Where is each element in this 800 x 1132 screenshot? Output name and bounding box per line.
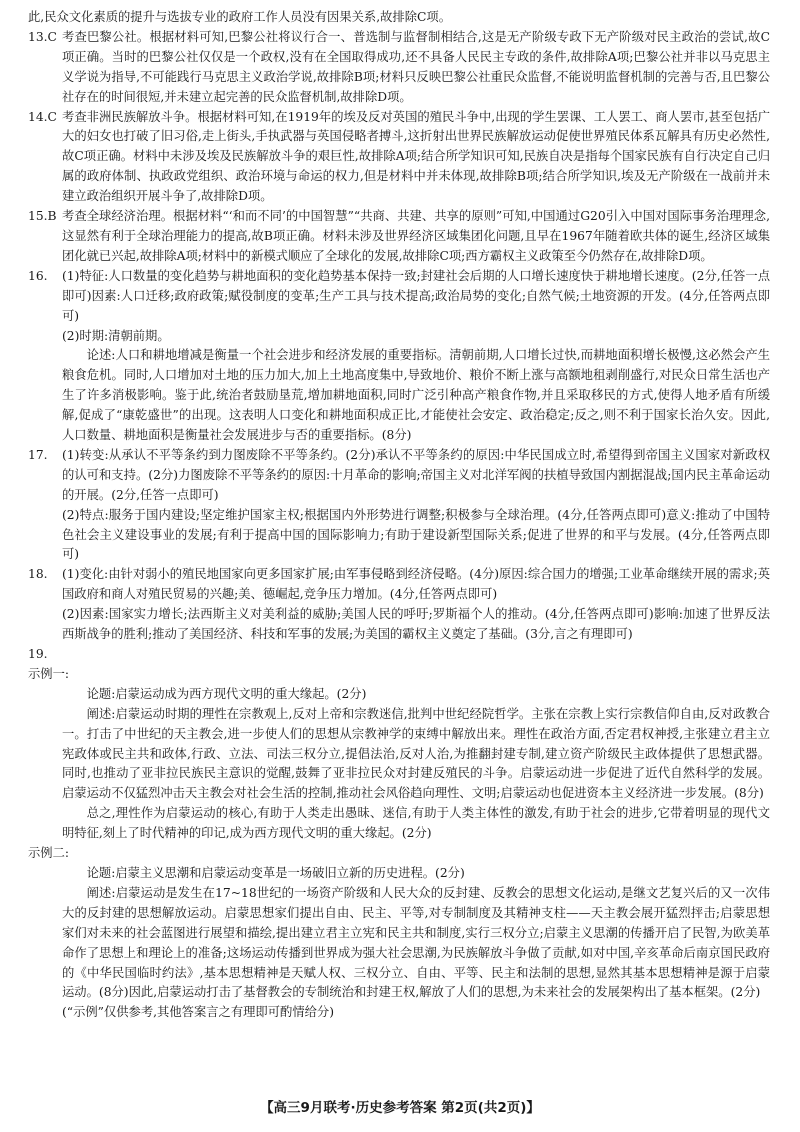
grading-note: (“示例”仅供参考,其他答案言之有理即可酌情给分) [62, 1005, 335, 1020]
page-footer: 【高三9月联考·历史参考答案 第2页(共2页)】 [260, 1100, 540, 1116]
part-1: (1)转变:从承认不平等条约到力图废除不平等条约。(2分)承认不平等条约的原因:中华民国成立时,希望得到帝国主义国家对新政权的认可和支持。(2分)力图废除不平等条约的原因:十月革命的影响;帝国主义对北洋军阀的扶植导致国内割据混战;国内民主革命运动的开展。(2分,任答一点即可) [62, 447, 770, 502]
answer-explanation: 考查巴黎公社。根据材料可知,巴黎公社将议行合一、普选制与监督制相结合,这是无产阶级专政下无产阶级对民主政治的尝试,故C项正确。当时的巴黎公社仅仅是一个政权,没有在全国取得成功,还不具备人民民主专政的条件,故排除A项;巴黎公社并非以马克思主义学说为指导,不可能践行马克思主义政治学说,故排除B项;材料只反映巴黎公社重民众监督,不能说明监督机制的完善与否,且巴黎公社存在的时间很短,并未建立起完善的民众监督机制,故排除D项。 [62, 29, 770, 104]
question-number: 15.B [28, 209, 57, 224]
part-2-discussion: 论述:人口和耕地增减是衡量一个社会进步和经济发展的重要指标。清朝前期,人口增长过快,而耕地面积增长极慢,这必然会产生粮食危机。同时,人口增加对土地的压力加大,加上土地高度集中,导致地价、粮价不断上涨与高额地租剥削盛行,对民众日常生活也产生了许多消极影响。鉴于此,统治者鼓励垦荒,增加耕地面积,同时广泛引种高产粮食作物,并且采取移民的方式,使得人地矛盾有所缓解,促成了“康乾盛世”的出现。这表明人口变化和耕地面积成正比,才能使社会安定、政治稳定;反之,则不利于国家长治久安。因此,人口数量、耕地面积是衡量社会发展进步与否的重要指标。(8分) [62, 348, 770, 443]
example-2-body: 阐述:启蒙运动是发生在17~18世纪的一场资产阶级和人民大众的反封建、反教会的思想文化运动,是继文艺复兴后的又一次伟大的反封建的思想解放运动。启蒙思想家们提出自由、民主、平等,对专制制度及其精神支柱——天主教会展开猛烈抨击;启蒙思想家们对未来的社会蓝图进行展望和描绘,提出建立君主立宪和民主共和制度,实行三权分立;启蒙主义思潮的传播开启了民智,为欧美革命作了思想上和理论上的准备;这场运动传播到世界成为强大社会思潮,为民族解放斗争做了贡献,如对中国,辛亥革命后南京国民政府的《中华民国临时约法》,基本思想精神是天赋人权、三权分立、自由、平等、民主和法制的思想,显然其基本思想精神是源于启蒙运动。(8分)因此,启蒙运动打击了基督教会的专制统治和封建王权,解放了人们的思想,为未来社会的发展架构出了基本框架。(2分) [62, 885, 770, 1000]
question-number: 13.C [28, 29, 57, 44]
example-1-label: 示例一: [28, 666, 70, 681]
part-2-heading: (2)时期:清朝前期。 [62, 328, 170, 343]
answer-explanation: 考查非洲民族解放斗争。根据材料可知,在1919年的埃及反对英国的殖民斗争中,出现的学生罢课、工人罢工、商人罢市,甚至包括广大的妇女也打破了旧习俗,走上街头,手执武器与英国侵略者搏斗,这折射出世界民族解放运动促使世界殖民体系瓦解具有历史必然性,故C项正确。材料中未涉及埃及民族解放斗争的艰巨性,故排除A项;结合所学知识可知,民族自决是指每个国家民族有自行决定自己归属的政府体制、执政政党组织、政治环境与命运的权力,但是材料中并未体现,故排除B项;结合所学知识,埃及无产阶级在一战前并未建立政治组织开展斗争了,故排除D项。 [62, 109, 770, 204]
continuation-text: 此,民众文化素质的提升与选拔专业的政府工作人员没有因果关系,故排除C项。 [28, 10, 452, 24]
example-1-summary: 总之,理性作为启蒙运动的核心,有助于人类走出愚昧、迷信,有助于人类主体性的激发,有助于社会的进步,它带着明显的现代文明特征,刻上了时代精神的印记,成为西方现代文明的重大缘起。(2分) [62, 806, 770, 841]
part-1: (1)变化:由针对弱小的殖民地国家向更多国家扩展;由军事侵略到经济侵略。(4分)原因:综合国力的增强;工业革命继续开展的需求;英国政府和商人对殖民贸易的兴趣;美、德崛起,竞争压力增加。(4分,任答两点即可) [62, 567, 770, 602]
answer-16 [28, 267, 770, 446]
answer-explanation: 考查全球经济治理。根据材料“‘和而不同’的中国智慧”“共商、共建、共享的原则”可知,中国通过G20引入中国对国际事务治理理念,这显然有利于全球治理能力的提高,故B项正确。材料未涉及世界经济区域集团化问题,且早在1967年随着欧共体的诞生,经济区域集团化就已兴起,故排除A项;材料中的新模式顺应了全球化的发展,故排除C项;西方霸权主义政策至今仍然存在,故排除D项。 [62, 209, 770, 263]
example-2-label: 示例二: [28, 846, 70, 861]
question-number: 18. [28, 567, 48, 582]
answer-19-examples [28, 665, 770, 1023]
part-2: (2)因素:国家实力增长;法西斯主义对美利益的威胁;美国人民的呼吁;罗斯福个人的推动。(4分,任答两点即可)影响:加速了世界反法西斯战争的胜利;推动了美国经济、科技和军事的发展;为美国的霸权主义奠定了基础。(3分,言之有理即可) [62, 607, 770, 642]
part-2: (2)特点:服务于国内建设;坚定维护国家主权;根据国内外形势进行调整;积极参与全球治理。(4分,任答两点即可)意义:推动了中国特色社会主义建设事业的发展;有利于提高中国的国际影响力;有助于建设新型国际关系;促进了世界的和平与发展。(4分,任答两点即可) [62, 507, 770, 562]
answer-18 [28, 565, 770, 645]
answer-19 [28, 645, 770, 665]
question-number: 19. [28, 647, 48, 661]
answer-13 [28, 28, 770, 108]
example-1-body: 阐述:启蒙运动时期的理性在宗教观上,反对上帝和宗教迷信,批判中世纪经院哲学。主张在宗教上实行宗教信仰自由,反对政教合一。打击了中世纪的天主教会,进一步使人们的思想从宗教神学的束缚中解放出来。理性在政治方面,否定君权神授,主张建立君主立宪政体或民主共和政体,行政、立法、司法三权分立,提倡法治,反对人治,为推翻封建专制,建立资产阶级民主政体提供了思想武器。同时,也推动了亚非拉民族民主意识的觉醒,鼓舞了亚非拉民众对封建反殖民的斗争。启蒙运动进一步促进了近代自然科学的发展。启蒙运动不仅猛烈冲击天主教会对社会生活的控制,推动社会风俗趋向理性、文明;启蒙运动也促进资本主义经济进一步发展。(8分) [62, 706, 770, 801]
answer-15 [28, 207, 770, 267]
answer-17 [28, 446, 770, 565]
question-number: 17. [28, 447, 48, 462]
question-number: 16. [28, 268, 48, 283]
question-number: 14.C [28, 109, 57, 124]
example-2-thesis: 论题:启蒙主义思潮和启蒙运动变革是一场破旧立新的历史进程。(2分) [86, 865, 465, 880]
example-1-thesis: 论题:启蒙运动成为西方现代文明的重大缘起。(2分) [86, 686, 367, 701]
part-1: (1)特征:人口数量的变化趋势与耕地面积的变化趋势基本保持一致;封建社会后期的人口增长速度快于耕地增长速度。(2分,任答一点即可)因素:人口迁移;政府政策;赋役制度的变革;生产工具与技术提高;政治局势的变化;自然气候;土地资源的开发。(4分,任答两点即可) [62, 268, 770, 323]
answer-14 [28, 108, 770, 208]
